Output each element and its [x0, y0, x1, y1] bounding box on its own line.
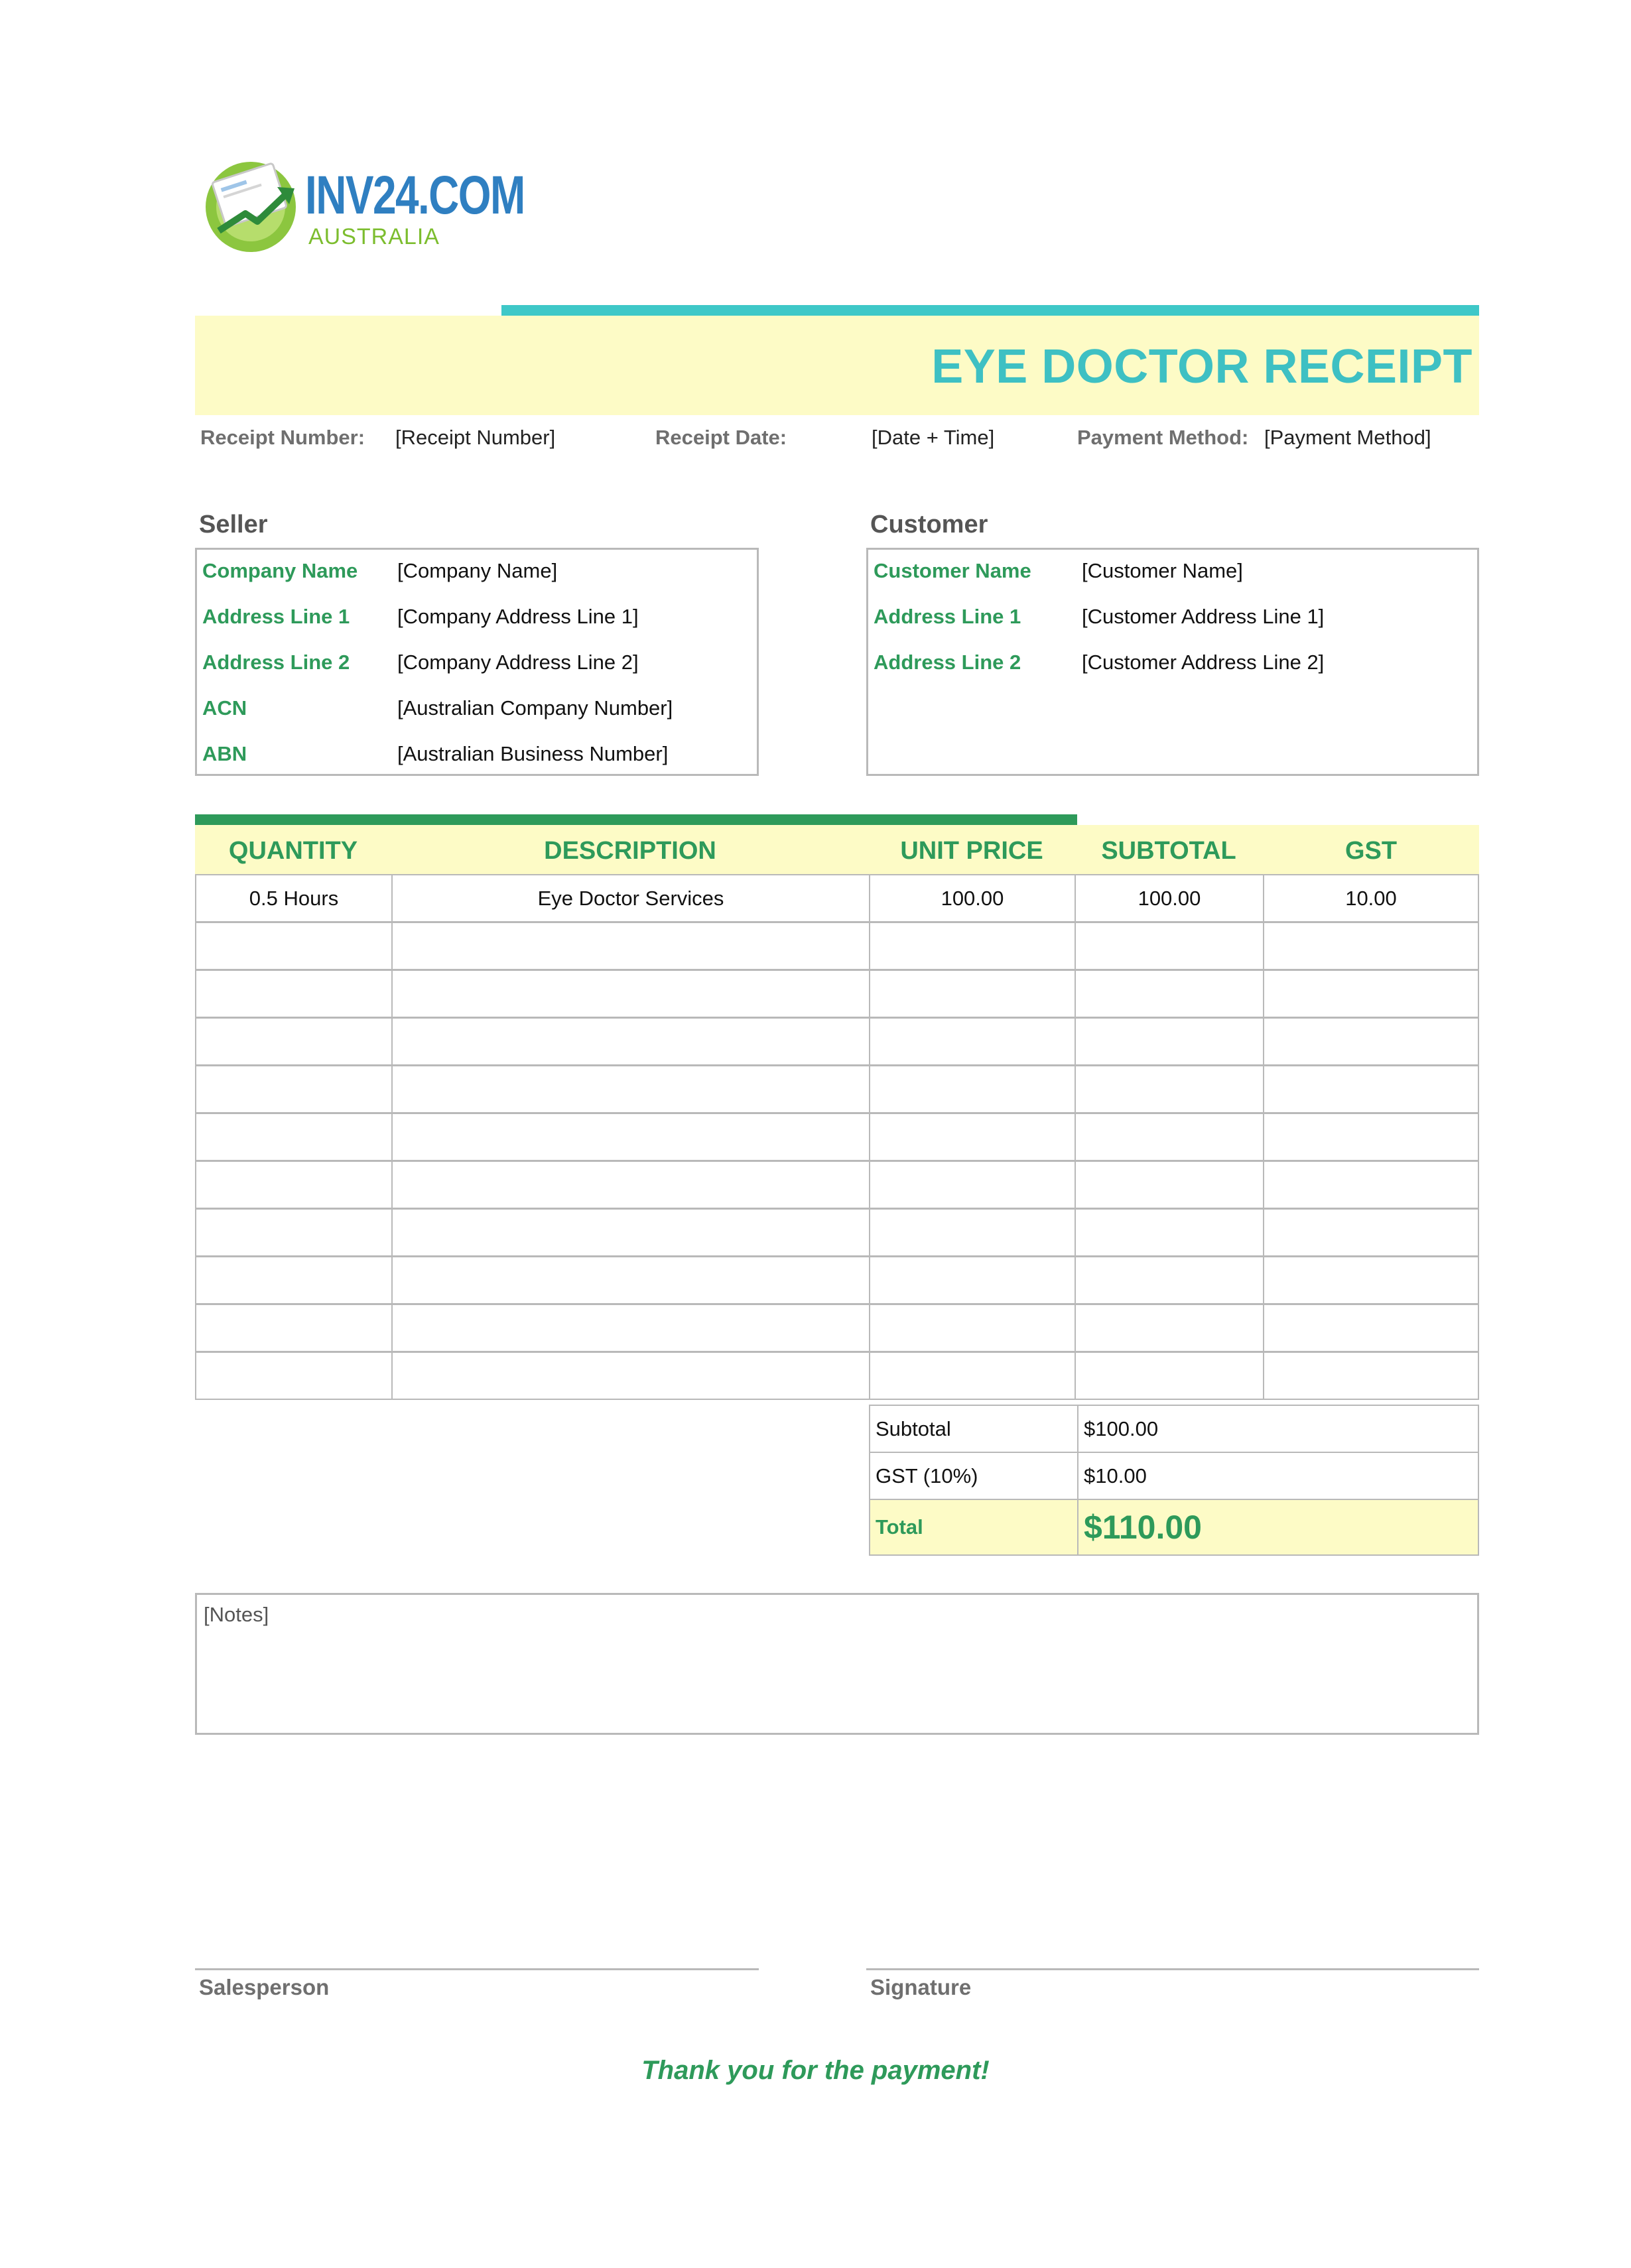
- cell-subtotal: [1075, 1256, 1264, 1304]
- seller-row-label: Address Line 2: [202, 651, 350, 674]
- cell-description: [391, 1161, 870, 1209]
- customer-row-label: Address Line 2: [874, 651, 1021, 674]
- cell-quantity: [195, 1352, 393, 1400]
- total-row: [869, 1499, 1479, 1556]
- cell-gst: [1263, 1161, 1479, 1209]
- cell-quantity: [195, 1065, 393, 1113]
- salesperson-line: [195, 1968, 759, 1970]
- cell-gst: [1263, 1065, 1479, 1113]
- cell-quantity: [195, 922, 393, 970]
- seller-row-value: [Company Address Line 1]: [397, 605, 639, 628]
- table-row: [195, 970, 1479, 1018]
- notes-box[interactable]: [195, 1593, 1479, 1735]
- cell-gst: [1263, 970, 1479, 1018]
- cell-description: [391, 1208, 870, 1257]
- cell-unit-price: [869, 922, 1076, 970]
- logo-region: AUSTRALIA: [308, 224, 440, 249]
- cell-description: [391, 1352, 870, 1400]
- customer-row-label: Address Line 1: [874, 605, 1021, 628]
- cell-subtotal: [1075, 1208, 1264, 1257]
- cell-gst: [1263, 1352, 1479, 1400]
- customer-box: [866, 548, 1479, 776]
- customer-heading: Customer: [870, 511, 988, 538]
- seller-row-value: [Company Name]: [397, 559, 558, 582]
- total-value: $110.00: [1084, 1509, 1202, 1546]
- cell-gst: [1263, 1256, 1479, 1304]
- cell-subtotal: [1075, 1304, 1264, 1352]
- customer-row-value: [Customer Address Line 2]: [1082, 651, 1325, 674]
- seller-row-label: ABN: [202, 742, 247, 765]
- cell-unit-price: [869, 1065, 1076, 1113]
- title-accent-bar: [501, 305, 1479, 316]
- cell-subtotal: [1075, 1161, 1264, 1209]
- thank-you-message: Thank you for the payment!: [641, 2056, 990, 2085]
- table-row: [195, 1256, 1479, 1304]
- cell-unit-price: [869, 1304, 1076, 1352]
- cell-unit-price: [869, 1352, 1076, 1400]
- cell-unit-price: [869, 1256, 1076, 1304]
- seller-row-value: [Company Address Line 2]: [397, 651, 639, 674]
- cell-quantity: [195, 1161, 393, 1209]
- subtotal-label: Subtotal: [870, 1406, 1078, 1452]
- cell-quantity: [195, 1304, 393, 1352]
- customer-row-value: [Customer Name]: [1082, 559, 1243, 582]
- column-header-quantity: QUANTITY: [228, 837, 358, 865]
- total-label: Total: [870, 1500, 1078, 1554]
- receipt-number-label: Receipt Number:: [200, 426, 365, 449]
- cell-subtotal: [1075, 1017, 1264, 1066]
- column-header-description: DESCRIPTION: [544, 837, 716, 865]
- cell-quantity: [195, 1113, 393, 1161]
- gst-label: GST (10%): [870, 1453, 1078, 1499]
- table-row: [195, 1017, 1479, 1066]
- seller-row-value: [Australian Business Number]: [397, 742, 669, 765]
- cell-subtotal: 100.00: [1075, 874, 1264, 922]
- receipt-date-label: Receipt Date:: [655, 426, 787, 449]
- column-header-subtotal: SUBTOTAL: [1101, 837, 1236, 865]
- cell-description: Eye Doctor Services: [391, 874, 870, 922]
- seller-row-label: Address Line 1: [202, 605, 350, 628]
- receipt-date-value: [Date + Time]: [872, 426, 995, 449]
- table-row: [195, 1352, 1479, 1400]
- table-row: [195, 1065, 1479, 1113]
- cell-description: [391, 922, 870, 970]
- cell-gst: [1263, 1113, 1479, 1161]
- signature-line: [866, 1968, 1479, 1970]
- cell-quantity: [195, 1208, 393, 1257]
- table-row: [195, 1161, 1479, 1209]
- signature-label: Signature: [870, 1975, 972, 1999]
- cell-gst: [1263, 1208, 1479, 1257]
- cell-unit-price: [869, 1208, 1076, 1257]
- seller-row-value: [Australian Company Number]: [397, 696, 673, 720]
- cell-quantity: [195, 970, 393, 1018]
- logo-wordmark: INV24.COM: [305, 165, 525, 225]
- seller-heading: Seller: [199, 511, 268, 538]
- items-header: [195, 825, 1479, 874]
- table-row: [195, 1113, 1479, 1161]
- notes-text: [Notes]: [204, 1603, 269, 1626]
- payment-method-label: Payment Method:: [1077, 426, 1249, 449]
- subtotal-row: [869, 1405, 1479, 1453]
- logo-emblem-icon: [199, 153, 312, 259]
- cell-gst: [1263, 1304, 1479, 1352]
- cell-quantity: [195, 1017, 393, 1066]
- cell-subtotal: [1075, 970, 1264, 1018]
- cell-description: [391, 1304, 870, 1352]
- cell-unit-price: [869, 1113, 1076, 1161]
- cell-unit-price: 100.00: [869, 874, 1076, 922]
- salesperson-label: Salesperson: [199, 1975, 330, 1999]
- receipt-number-value: [Receipt Number]: [395, 426, 556, 449]
- table-row: [195, 874, 1479, 922]
- cell-quantity: 0.5 Hours: [195, 874, 393, 922]
- items-accent-bar: [195, 814, 1077, 825]
- cell-subtotal: [1075, 1065, 1264, 1113]
- customer-row-value: [Customer Address Line 1]: [1082, 605, 1325, 628]
- cell-description: [391, 1113, 870, 1161]
- seller-box: [195, 548, 759, 776]
- cell-subtotal: [1075, 1352, 1264, 1400]
- cell-subtotal: [1075, 1113, 1264, 1161]
- gst-value: $10.00: [1084, 1464, 1147, 1487]
- cell-description: [391, 1256, 870, 1304]
- cell-unit-price: [869, 1017, 1076, 1066]
- page-title: EYE DOCTOR RECEIPT: [931, 340, 1472, 393]
- cell-description: [391, 1065, 870, 1113]
- subtotal-value: $100.00: [1084, 1417, 1159, 1440]
- seller-row-label: ACN: [202, 696, 247, 720]
- payment-method-value: [Payment Method]: [1264, 426, 1431, 449]
- seller-row-label: Company Name: [202, 559, 358, 582]
- company-logo: [199, 153, 525, 259]
- title-band: [195, 316, 1479, 415]
- cell-description: [391, 1017, 870, 1066]
- table-row: [195, 1304, 1479, 1352]
- column-header-unit-price: UNIT PRICE: [900, 837, 1043, 865]
- cell-quantity: [195, 1256, 393, 1304]
- cell-subtotal: [1075, 922, 1264, 970]
- cell-unit-price: [869, 970, 1076, 1018]
- gst-row: [869, 1452, 1479, 1500]
- cell-unit-price: [869, 1161, 1076, 1209]
- cell-gst: [1263, 922, 1479, 970]
- table-row: [195, 922, 1479, 970]
- column-header-gst: GST: [1344, 837, 1398, 865]
- customer-row-label: Customer Name: [874, 559, 1031, 582]
- cell-description: [391, 970, 870, 1018]
- table-row: [195, 1208, 1479, 1257]
- cell-gst: [1263, 1017, 1479, 1066]
- cell-gst: 10.00: [1263, 874, 1479, 922]
